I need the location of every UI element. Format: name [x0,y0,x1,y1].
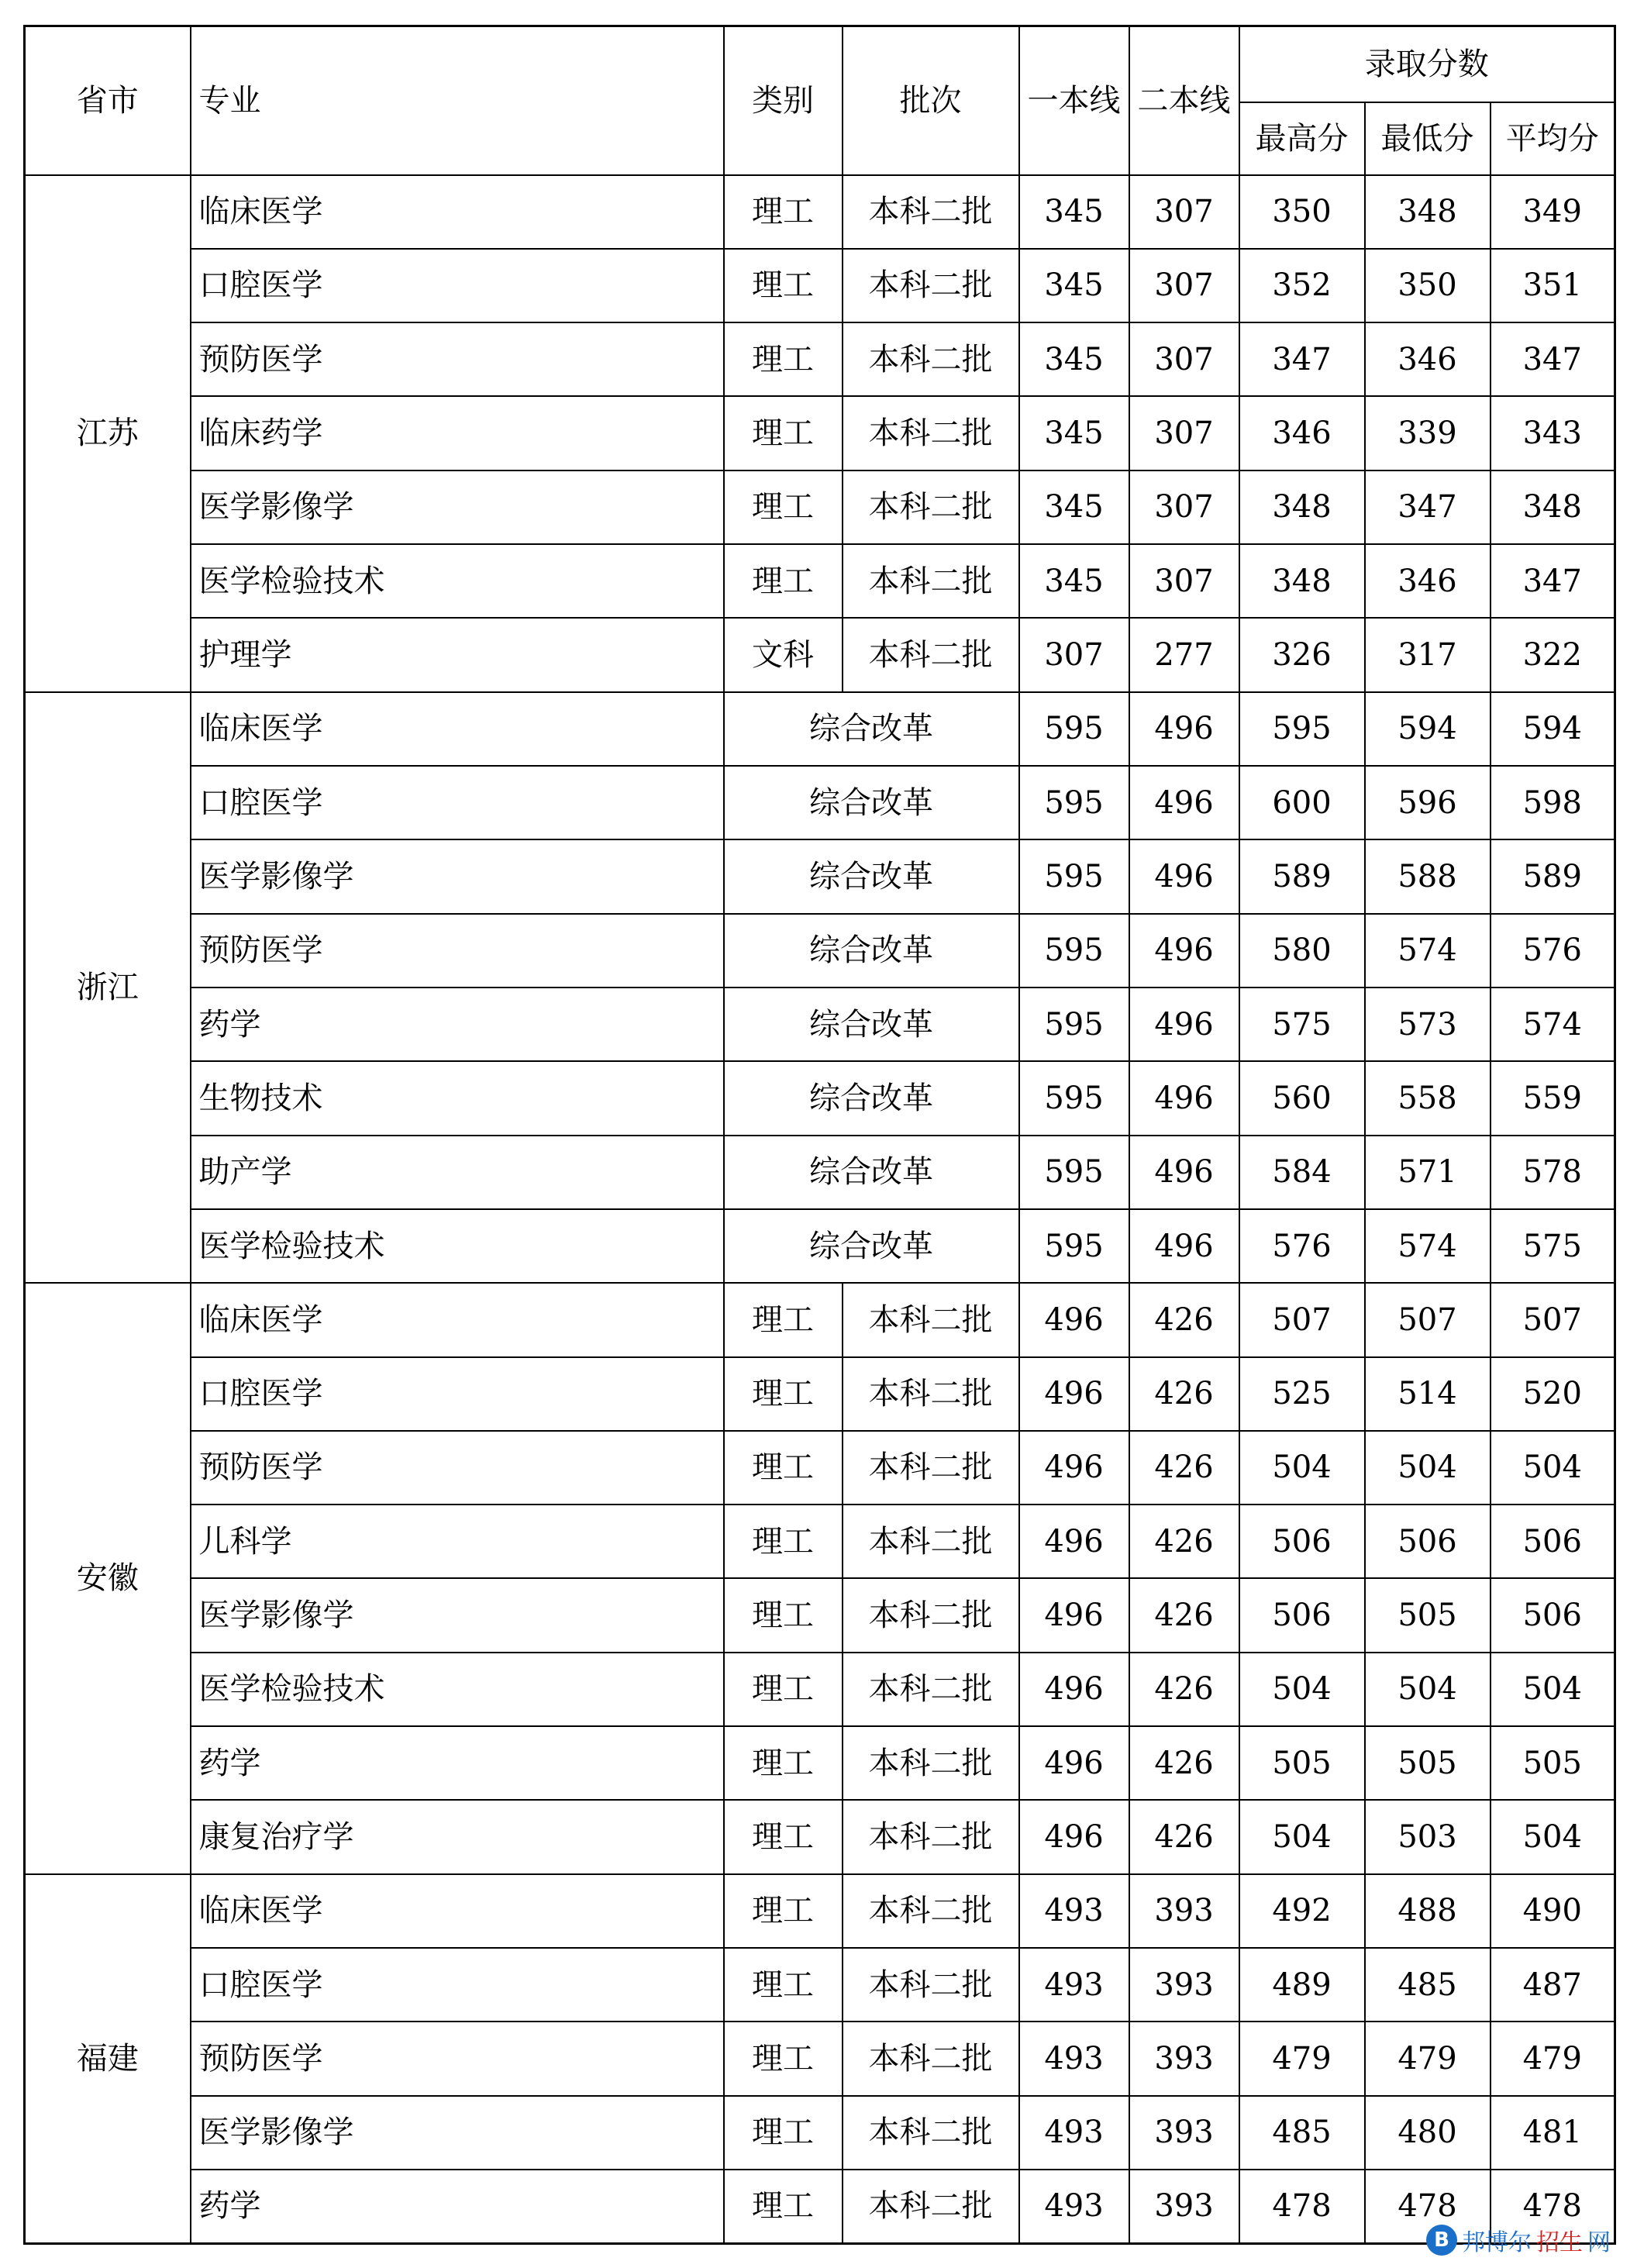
admission-score-table [23,25,1616,2245]
major-cell: 药学 [191,2170,724,2244]
table-row [25,470,1615,544]
batch-cell: 本科二批 [843,2096,1019,2170]
min-score-cell: 504 [1365,1431,1491,1505]
second-tier-line-cell: 496 [1129,914,1239,988]
header-major: 专业 [191,26,724,175]
first-tier-line-cell: 496 [1019,1653,1129,1726]
major-cell: 康复治疗学 [191,1800,724,1873]
avg-score-cell: 505 [1491,1726,1615,1800]
category-batch-merged-cell: 综合改革 [724,692,1019,766]
avg-score-cell: 347 [1491,544,1615,618]
major-cell: 护理学 [191,618,724,691]
header-admission-scores: 录取分数 [1239,26,1615,102]
province-cell: 安徽 [25,1283,191,1874]
major-cell: 预防医学 [191,322,724,396]
min-score-cell: 558 [1365,1061,1491,1135]
avg-score-cell: 490 [1491,1874,1615,1948]
avg-score-cell: 598 [1491,766,1615,839]
table-row [25,322,1615,396]
avg-score-cell: 589 [1491,839,1615,913]
avg-score-cell: 506 [1491,1505,1615,1578]
second-tier-line-cell: 496 [1129,988,1239,1061]
category-cell: 理工 [724,1874,843,1948]
second-tier-line-cell: 496 [1129,766,1239,839]
second-tier-line-cell: 426 [1129,1505,1239,1578]
second-tier-line-cell: 496 [1129,692,1239,766]
avg-score-cell: 479 [1491,2022,1615,2095]
first-tier-line-cell: 496 [1019,1357,1129,1431]
max-score-cell: 348 [1239,544,1365,618]
avg-score-cell: 478 [1491,2170,1615,2244]
category-batch-merged-cell: 综合改革 [724,839,1019,913]
table-row [25,1505,1615,1578]
batch-cell: 本科二批 [843,1800,1019,1873]
second-tier-line-cell: 426 [1129,1283,1239,1356]
max-score-cell: 504 [1239,1431,1365,1505]
table-row [25,175,1615,249]
header-province: 省市 [25,26,191,175]
province-cell: 江苏 [25,175,191,692]
major-cell: 预防医学 [191,2022,724,2095]
category-cell: 理工 [724,1726,843,1800]
first-tier-line-cell: 496 [1019,1800,1129,1873]
major-cell: 儿科学 [191,1505,724,1578]
first-tier-line-cell: 493 [1019,1874,1129,1948]
first-tier-line-cell: 496 [1019,1505,1129,1578]
table-row [25,839,1615,913]
site-watermark [1426,2223,1611,2257]
batch-cell: 本科二批 [843,1357,1019,1431]
min-score-cell: 504 [1365,1653,1491,1726]
first-tier-line-cell: 595 [1019,839,1129,913]
category-cell: 理工 [724,249,843,322]
major-cell: 临床医学 [191,175,724,249]
major-cell: 生物技术 [191,1061,724,1135]
table-row [25,618,1615,691]
avg-score-cell: 575 [1491,1209,1615,1283]
first-tier-line-cell: 345 [1019,249,1129,322]
batch-cell: 本科二批 [843,2170,1019,2244]
category-cell: 理工 [724,1283,843,1356]
batch-cell: 本科二批 [843,1578,1019,1652]
second-tier-line-cell: 307 [1129,322,1239,396]
min-score-cell: 503 [1365,1800,1491,1873]
first-tier-line-cell: 493 [1019,2170,1129,2244]
table-row [25,396,1615,470]
major-cell: 临床医学 [191,692,724,766]
watermark-text-b: 招生 [1536,2229,1583,2256]
max-score-cell: 479 [1239,2022,1365,2095]
table-row [25,1800,1615,1873]
second-tier-line-cell: 496 [1129,1061,1239,1135]
header-category: 类别 [724,26,843,175]
category-cell: 理工 [724,2170,843,2244]
major-cell: 医学影像学 [191,839,724,913]
max-score-cell: 350 [1239,175,1365,249]
first-tier-line-cell: 345 [1019,544,1129,618]
avg-score-cell: 348 [1491,470,1615,544]
second-tier-line-cell: 307 [1129,544,1239,618]
category-cell: 理工 [724,2096,843,2170]
batch-cell: 本科二批 [843,1948,1019,2022]
category-batch-merged-cell: 综合改革 [724,1209,1019,1283]
table-row [25,1283,1615,1356]
min-score-cell: 346 [1365,544,1491,618]
min-score-cell: 505 [1365,1726,1491,1800]
avg-score-cell: 343 [1491,396,1615,470]
second-tier-line-cell: 307 [1129,175,1239,249]
second-tier-line-cell: 426 [1129,1357,1239,1431]
header-second-tier-line: 二本线 [1129,26,1239,175]
avg-score-cell: 520 [1491,1357,1615,1431]
min-score-cell: 505 [1365,1578,1491,1652]
max-score-cell: 489 [1239,1948,1365,2022]
first-tier-line-cell: 595 [1019,766,1129,839]
max-score-cell: 347 [1239,322,1365,396]
min-score-cell: 346 [1365,322,1491,396]
major-cell: 预防医学 [191,1431,724,1505]
category-batch-merged-cell: 综合改革 [724,766,1019,839]
watermark-text-a: 邦博尔 [1462,2229,1532,2256]
major-cell: 口腔医学 [191,249,724,322]
min-score-cell: 480 [1365,2096,1491,2170]
first-tier-line-cell: 493 [1019,2096,1129,2170]
major-cell: 临床医学 [191,1283,724,1356]
max-score-cell: 504 [1239,1800,1365,1873]
first-tier-line-cell: 595 [1019,1061,1129,1135]
category-cell: 理工 [724,1431,843,1505]
province-cell: 浙江 [25,692,191,1284]
avg-score-cell: 504 [1491,1653,1615,1726]
max-score-cell: 348 [1239,470,1365,544]
category-cell: 理工 [724,1578,843,1652]
batch-cell: 本科二批 [843,544,1019,618]
batch-cell: 本科二批 [843,175,1019,249]
second-tier-line-cell: 307 [1129,470,1239,544]
second-tier-line-cell: 277 [1129,618,1239,691]
min-score-cell: 594 [1365,692,1491,766]
batch-cell: 本科二批 [843,1653,1019,1726]
header-first-tier-line: 一本线 [1019,26,1129,175]
table-row [25,1653,1615,1726]
max-score-cell: 575 [1239,988,1365,1061]
max-score-cell: 525 [1239,1357,1365,1431]
min-score-cell: 574 [1365,1209,1491,1283]
second-tier-line-cell: 496 [1129,839,1239,913]
min-score-cell: 588 [1365,839,1491,913]
max-score-cell: 580 [1239,914,1365,988]
first-tier-line-cell: 595 [1019,914,1129,988]
avg-score-cell: 504 [1491,1431,1615,1505]
min-score-cell: 317 [1365,618,1491,691]
category-cell: 理工 [724,1653,843,1726]
category-cell: 理工 [724,1505,843,1578]
header-avg-score: 平均分 [1491,102,1615,175]
max-score-cell: 506 [1239,1505,1365,1578]
category-cell: 理工 [724,470,843,544]
second-tier-line-cell: 426 [1129,1653,1239,1726]
avg-score-cell: 574 [1491,988,1615,1061]
avg-score-cell: 351 [1491,249,1615,322]
max-score-cell: 589 [1239,839,1365,913]
category-batch-merged-cell: 综合改革 [724,1061,1019,1135]
table-row [25,2022,1615,2095]
min-score-cell: 506 [1365,1505,1491,1578]
second-tier-line-cell: 393 [1129,1948,1239,2022]
avg-score-cell: 507 [1491,1283,1615,1356]
province-cell: 福建 [25,1874,191,2244]
second-tier-line-cell: 393 [1129,2022,1239,2095]
category-cell: 理工 [724,322,843,396]
major-cell: 口腔医学 [191,1357,724,1431]
avg-score-cell: 576 [1491,914,1615,988]
header-min-score: 最低分 [1365,102,1491,175]
second-tier-line-cell: 307 [1129,396,1239,470]
first-tier-line-cell: 307 [1019,618,1129,691]
min-score-cell: 350 [1365,249,1491,322]
major-cell: 口腔医学 [191,766,724,839]
batch-cell: 本科二批 [843,1505,1019,1578]
first-tier-line-cell: 595 [1019,692,1129,766]
first-tier-line-cell: 595 [1019,1209,1129,1283]
avg-score-cell: 349 [1491,175,1615,249]
avg-score-cell: 594 [1491,692,1615,766]
category-batch-merged-cell: 综合改革 [724,914,1019,988]
batch-cell: 本科二批 [843,322,1019,396]
category-cell: 理工 [724,175,843,249]
second-tier-line-cell: 426 [1129,1726,1239,1800]
batch-cell: 本科二批 [843,249,1019,322]
first-tier-line-cell: 493 [1019,2022,1129,2095]
max-score-cell: 507 [1239,1283,1365,1356]
second-tier-line-cell: 426 [1129,1431,1239,1505]
max-score-cell: 505 [1239,1726,1365,1800]
table-row [25,692,1615,766]
max-score-cell: 492 [1239,1874,1365,1948]
min-score-cell: 347 [1365,470,1491,544]
major-cell: 临床医学 [191,1874,724,1948]
table-row [25,2096,1615,2170]
batch-cell: 本科二批 [843,470,1019,544]
second-tier-line-cell: 393 [1129,1874,1239,1948]
second-tier-line-cell: 393 [1129,2096,1239,2170]
min-score-cell: 507 [1365,1283,1491,1356]
avg-score-cell: 559 [1491,1061,1615,1135]
first-tier-line-cell: 493 [1019,1948,1129,2022]
avg-score-cell: 347 [1491,322,1615,396]
max-score-cell: 352 [1239,249,1365,322]
watermark-logo-icon: B [1426,2225,1457,2256]
min-score-cell: 596 [1365,766,1491,839]
major-cell: 医学影像学 [191,1578,724,1652]
batch-cell: 本科二批 [843,1874,1019,1948]
first-tier-line-cell: 496 [1019,1431,1129,1505]
max-score-cell: 346 [1239,396,1365,470]
max-score-cell: 595 [1239,692,1365,766]
first-tier-line-cell: 345 [1019,470,1129,544]
max-score-cell: 478 [1239,2170,1365,2244]
table-row [25,2170,1615,2244]
category-cell: 理工 [724,1948,843,2022]
min-score-cell: 348 [1365,175,1491,249]
max-score-cell: 506 [1239,1578,1365,1652]
second-tier-line-cell: 496 [1129,1136,1239,1209]
batch-cell: 本科二批 [843,1726,1019,1800]
category-batch-merged-cell: 综合改革 [724,988,1019,1061]
table-row [25,766,1615,839]
min-score-cell: 339 [1365,396,1491,470]
table-row [25,1209,1615,1283]
first-tier-line-cell: 345 [1019,175,1129,249]
min-score-cell: 478 [1365,2170,1491,2244]
min-score-cell: 479 [1365,2022,1491,2095]
category-cell: 理工 [724,396,843,470]
max-score-cell: 576 [1239,1209,1365,1283]
category-cell: 理工 [724,544,843,618]
category-cell: 理工 [724,2022,843,2095]
avg-score-cell: 506 [1491,1578,1615,1652]
table-row [25,1061,1615,1135]
major-cell: 医学检验技术 [191,544,724,618]
header-max-score: 最高分 [1239,102,1365,175]
max-score-cell: 504 [1239,1653,1365,1726]
major-cell: 临床药学 [191,396,724,470]
major-cell: 药学 [191,988,724,1061]
min-score-cell: 571 [1365,1136,1491,1209]
batch-cell: 本科二批 [843,1283,1019,1356]
table-row [25,544,1615,618]
second-tier-line-cell: 426 [1129,1800,1239,1873]
first-tier-line-cell: 345 [1019,322,1129,396]
min-score-cell: 574 [1365,914,1491,988]
table-row [25,1578,1615,1652]
avg-score-cell: 578 [1491,1136,1615,1209]
batch-cell: 本科二批 [843,396,1019,470]
min-score-cell: 485 [1365,1948,1491,2022]
table-row [25,914,1615,988]
max-score-cell: 326 [1239,618,1365,691]
max-score-cell: 485 [1239,2096,1365,2170]
category-cell: 理工 [724,1357,843,1431]
first-tier-line-cell: 345 [1019,396,1129,470]
table-row [25,1136,1615,1209]
min-score-cell: 514 [1365,1357,1491,1431]
batch-cell: 本科二批 [843,2022,1019,2095]
major-cell: 医学影像学 [191,470,724,544]
max-score-cell: 584 [1239,1136,1365,1209]
table-row [25,249,1615,322]
second-tier-line-cell: 307 [1129,249,1239,322]
table-row [25,1431,1615,1505]
min-score-cell: 488 [1365,1874,1491,1948]
first-tier-line-cell: 595 [1019,988,1129,1061]
table-row [25,1726,1615,1800]
first-tier-line-cell: 595 [1019,1136,1129,1209]
first-tier-line-cell: 496 [1019,1726,1129,1800]
second-tier-line-cell: 393 [1129,2170,1239,2244]
table-row [25,1357,1615,1431]
table-row [25,988,1615,1061]
major-cell: 医学影像学 [191,2096,724,2170]
avg-score-cell: 322 [1491,618,1615,691]
batch-cell: 本科二批 [843,618,1019,691]
avg-score-cell: 481 [1491,2096,1615,2170]
major-cell: 助产学 [191,1136,724,1209]
avg-score-cell: 504 [1491,1800,1615,1873]
avg-score-cell: 487 [1491,1948,1615,2022]
min-score-cell: 573 [1365,988,1491,1061]
watermark-text-c: 网 [1587,2229,1611,2256]
table-row [25,1948,1615,2022]
table-row [25,1874,1615,1948]
first-tier-line-cell: 496 [1019,1283,1129,1356]
category-batch-merged-cell: 综合改革 [724,1136,1019,1209]
second-tier-line-cell: 496 [1129,1209,1239,1283]
category-cell: 文科 [724,618,843,691]
major-cell: 预防医学 [191,914,724,988]
major-cell: 药学 [191,1726,724,1800]
major-cell: 口腔医学 [191,1948,724,2022]
category-cell: 理工 [724,1800,843,1873]
max-score-cell: 560 [1239,1061,1365,1135]
table-body [25,175,1615,2244]
header-batch: 批次 [843,26,1019,175]
major-cell: 医学检验技术 [191,1209,724,1283]
second-tier-line-cell: 426 [1129,1578,1239,1652]
max-score-cell: 600 [1239,766,1365,839]
major-cell: 医学检验技术 [191,1653,724,1726]
batch-cell: 本科二批 [843,1431,1019,1505]
first-tier-line-cell: 496 [1019,1578,1129,1652]
